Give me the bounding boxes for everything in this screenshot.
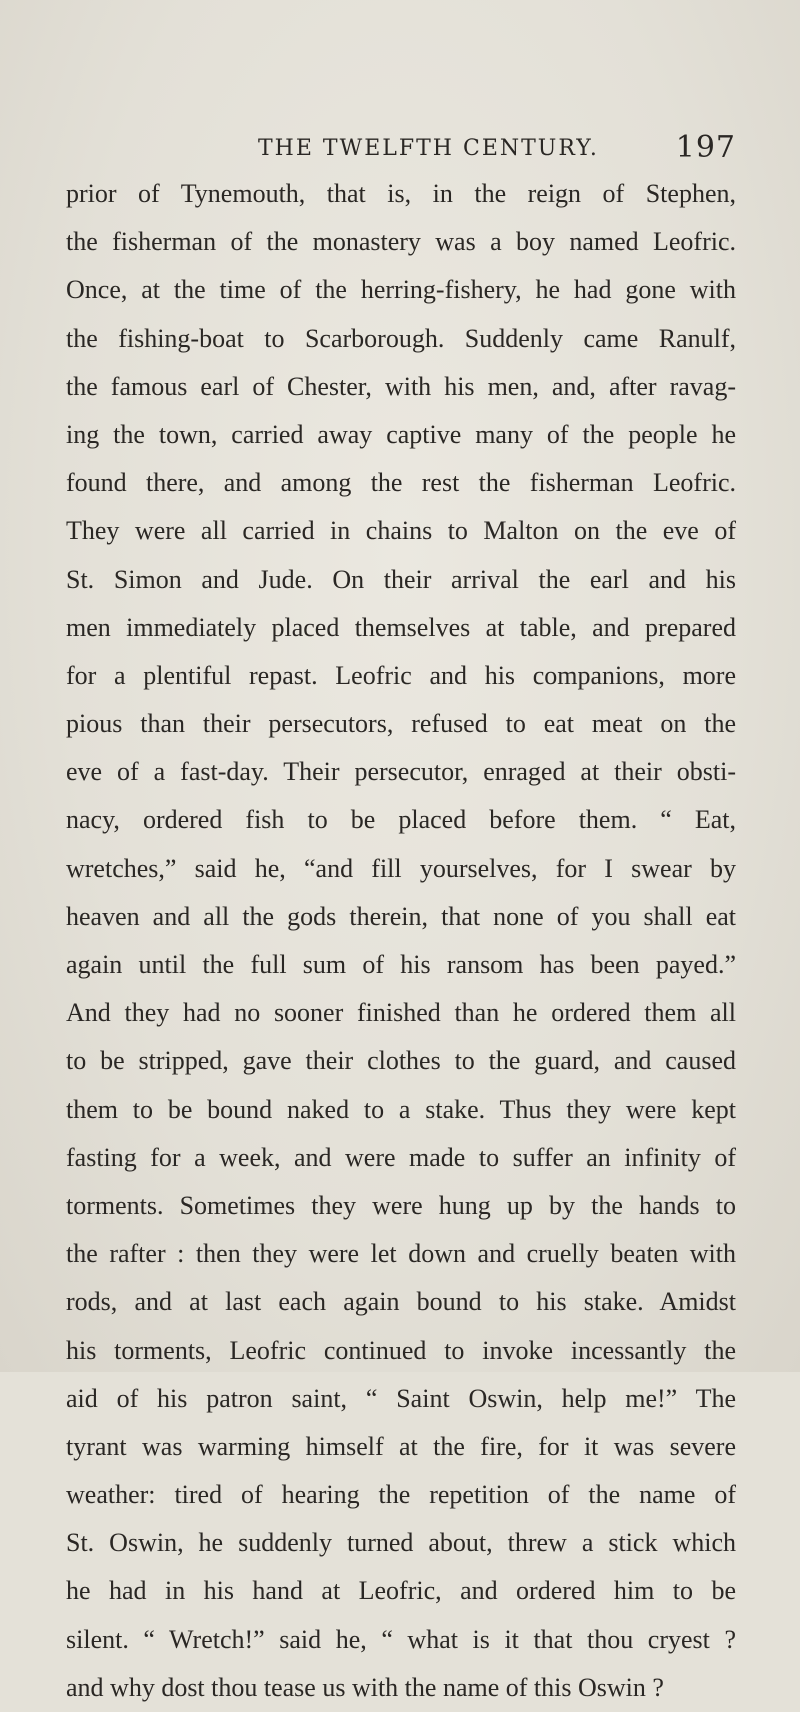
text-line: heaven and all the gods therein, that none of you shall eat — [66, 901, 736, 931]
text-line: St. Simon and Jude. On their arrival the earl and his — [66, 564, 736, 594]
text-line: silent. “ Wretch!” said he, “ what is it that thou cryest ? — [66, 1624, 736, 1654]
text-line: torments. Sometimes they were hung up by the hands to — [66, 1190, 736, 1220]
text-line: the fishing-boat to Scarborough. Suddenly came Ranulf, — [66, 323, 736, 353]
text-line: the rafter : then they were let down and cruelly beaten with — [66, 1239, 736, 1269]
body-text — [66, 170, 736, 1712]
text-line: weather: tired of hearing the repetition of the name of — [66, 1480, 736, 1510]
text-line: the fisherman of the monastery was a boy named Leofric. — [66, 227, 736, 257]
text-line: fasting for a week, and were made to suffer an infinity of — [66, 1142, 736, 1172]
text-line: eve of a fast-day. Their persecutor, enraged at their obsti- — [66, 757, 736, 787]
text-line: them to be bound naked to a stake. Thus they were kept — [66, 1094, 736, 1124]
text-line: men immediately placed themselves at table, and prepared — [66, 612, 736, 642]
text-line: St. Oswin, he suddenly turned about, threw a stick which — [66, 1528, 736, 1558]
text-line: the famous earl of Chester, with his men, and, after ravag- — [66, 371, 736, 401]
text-line: found there, and among the rest the fisherman Leofric. — [66, 468, 736, 498]
text-line: for a plentiful repast. Leofric and his companions, more — [66, 660, 736, 690]
text-line: rods, and at last each again bound to his stake. Amidst — [66, 1287, 736, 1317]
text-line: his torments, Leofric continued to invoke incessantly the — [66, 1335, 736, 1365]
text-line: wretches,” said he, “and fill yourselves, for I swear by — [66, 853, 736, 883]
text-line: again until the full sum of his ransom has been payed.” — [66, 950, 736, 979]
text-line: prior of Tynemouth, that is, in the reign of Stephen, — [66, 179, 736, 208]
text-line: ing the town, carried away captive many of the people he — [66, 419, 736, 449]
running-title: THE TWELFTH CENTURY. — [258, 136, 599, 161]
text-line: and why dost thou tease us with the name of this Oswin ? — [66, 1672, 664, 1702]
text-line: aid of his patron saint, “ Saint Oswin, help me!” The — [66, 1383, 736, 1413]
text-line: he had in his hand at Leofric, and ordered him to be — [66, 1576, 736, 1606]
text-line: Once, at the time of the herring-fishery, he had gone with — [66, 275, 736, 305]
text-line: to be stripped, gave their clothes to the guard, and caused — [66, 1046, 736, 1076]
running-head — [258, 130, 736, 170]
text-line: pious than their persecutors, refused to eat meat on the — [66, 709, 736, 739]
page-number: 197 — [675, 130, 736, 165]
text-line: And they had no sooner finished than he ordered them all — [66, 998, 736, 1028]
text-line: They were all carried in chains to Malton on the eve of — [66, 516, 736, 546]
text-line: nacy, ordered fish to be placed before them. “ Eat, — [66, 805, 736, 835]
text-line: tyrant was warming himself at the fire, for it was severe — [66, 1431, 736, 1461]
